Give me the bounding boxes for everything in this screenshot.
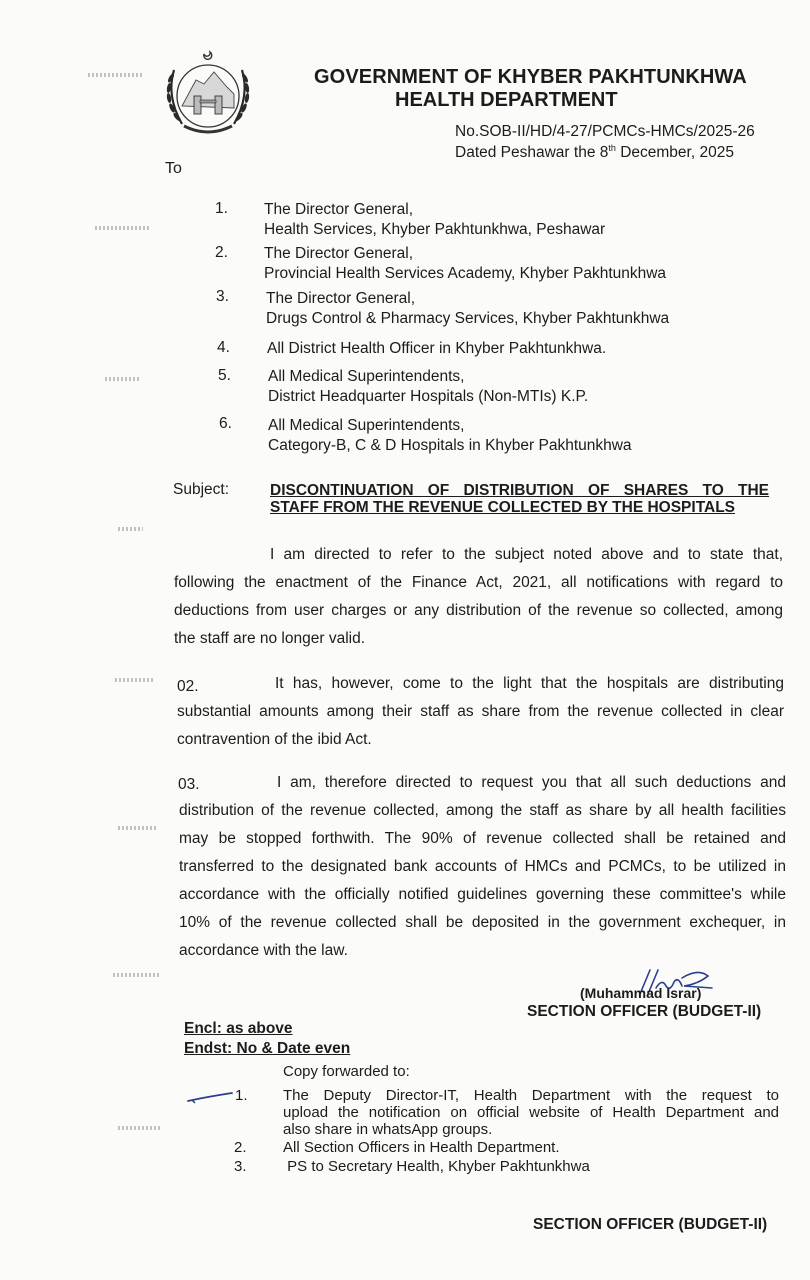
copy-item-line: The Deputy Director-IT, Health Department with the request to [283,1087,779,1104]
pen-tick-mark-icon [186,1090,236,1104]
paragraph-line: substantial amounts among their staff as share from the revenue collected in clear [177,703,784,720]
addressee-number: 4. [217,339,230,356]
addressee-item [266,289,669,329]
scan-smudge [113,973,161,977]
addressee-line2: District Headquarter Hospitals (Non-MTIs) K.P. [268,388,589,405]
paragraph-line: following the enactment of the Finance Act, 2021, all notifications with regard to [174,574,783,591]
paragraph-line: the staff are no longer valid. [174,630,366,647]
addressee-number: 5. [218,367,231,384]
copy-item-line: upload the notification on official website of Health Department and [283,1104,779,1121]
scan-smudge [115,678,155,682]
paragraph-line: accordance with the law. [179,942,348,959]
addressee-item [268,416,632,456]
copy-item-number: 3. [234,1158,247,1175]
paragraph-number: 03. [178,776,200,793]
signatory-name: (Muhammad Israr) [580,985,702,1001]
addressee-line2: Drugs Control & Pharmacy Services, Khyber Pakhtunkhwa [266,310,670,327]
addressee-item [264,200,605,240]
scan-smudge [118,1126,160,1130]
subject-line2: STAFF FROM THE REVENUE COLLECTED BY THE HOSPITALS [270,499,736,516]
date-suffix: December, 2025 [615,144,734,162]
addressee-line1: All District Health Officer in Khyber Pakhtunkhwa. [267,340,607,357]
paragraph-line: contravention of the ibid Act. [177,731,372,748]
addressee-item [267,339,606,359]
paragraph-line: distribution of the revenue collected, among the staff as share by all health facilities [179,802,786,819]
paragraph-1 [174,541,783,653]
copy-item-line: also share in whatsApp groups. [283,1121,493,1138]
reference-number: No.SOB-II/HD/4-27/PCMCs-HMCs/2025-26 [455,123,755,140]
copy-item [283,1087,779,1138]
enclosure-note: Encl: as above [184,1020,293,1037]
paragraph-line: deductions from user charges or any distribution of the revenue so collected, among [174,602,783,619]
addressee-number: 2. [215,244,228,261]
addressee-line2: Category-B, C & D Hospitals in Khyber Pakhtunkhwa [268,437,632,454]
addressee-number: 3. [216,288,229,305]
addressee-line2: Health Services, Khyber Pakhtunkhwa, Peshawar [264,221,606,238]
copy-forwarded-label: Copy forwarded to: [283,1063,410,1080]
copy-item-number: 1. [235,1087,248,1104]
subject-label: Subject: [173,481,230,498]
scan-smudge [118,527,143,531]
date-ordinal: th [608,143,616,153]
paragraph-line: I am, therefore directed to request you that all such deductions and [277,774,786,791]
copy-item-line: PS to Secretary Health, Khyber Pakhtunkhwa [283,1158,590,1175]
signatory-title: SECTION OFFICER (BUDGET-II) [527,1003,762,1020]
date-prefix: Dated Peshawar the 8 [455,144,609,162]
paragraph-line: transferred to the designated bank accounts of HMCs and PCMCs, to be utilized in [179,858,786,875]
paragraph-line: accordance with the officially notified guidelines governing these committee's while [179,886,786,903]
addressee-line1: The Director General, [266,290,416,307]
addressee-line1: The Director General, [264,201,414,218]
department-title: HEALTH DEPARTMENT [395,89,618,111]
paragraph-line: may be stopped forthwith. The 90% of revenue collected shall be retained and [179,830,786,847]
scan-smudge [118,826,158,830]
addressee-line2: Provincial Health Services Academy, Khyber Pakhtunkhwa [264,265,667,282]
subject-text [270,482,769,516]
addressee-item [264,244,666,284]
date-line [455,143,734,162]
endorsement-note: Endst: No & Date even [184,1040,351,1057]
addressee-item [268,367,588,407]
copy-item-number: 2. [234,1139,247,1156]
khyber-pakhtunkhwa-emblem-icon [160,48,256,138]
addressee-line1: All Medical Superintendents, [268,368,465,385]
scan-smudge [95,226,150,230]
addressee-line1: The Director General, [264,245,414,262]
to-label: To [165,160,182,177]
paragraph-3 [179,769,786,965]
paragraph-line: I am directed to refer to the subject noted above and to state that, [270,546,783,563]
paragraph-2 [177,670,784,754]
addressee-number: 1. [215,200,228,217]
scan-smudge [88,73,143,77]
paragraph-number: 02. [177,678,199,695]
copy-item-line: All Section Officers in Health Department. [283,1139,560,1156]
paragraph-line: 10% of the revenue collected shall be deposited in the government exchequer, in [179,914,786,931]
footer-signatory-title: SECTION OFFICER (BUDGET-II) [533,1216,768,1233]
scan-smudge [105,377,140,381]
paragraph-line: It has, however, come to the light that the hospitals are distributing [275,675,784,692]
addressee-line1: All Medical Superintendents, [268,417,465,434]
government-title: GOVERNMENT OF KHYBER PAKHTUNKHWA [314,66,747,88]
addressee-number: 6. [219,415,232,432]
subject-line1: DISCONTINUATION OF DISTRIBUTION OF SHARES TO THE [270,482,769,499]
